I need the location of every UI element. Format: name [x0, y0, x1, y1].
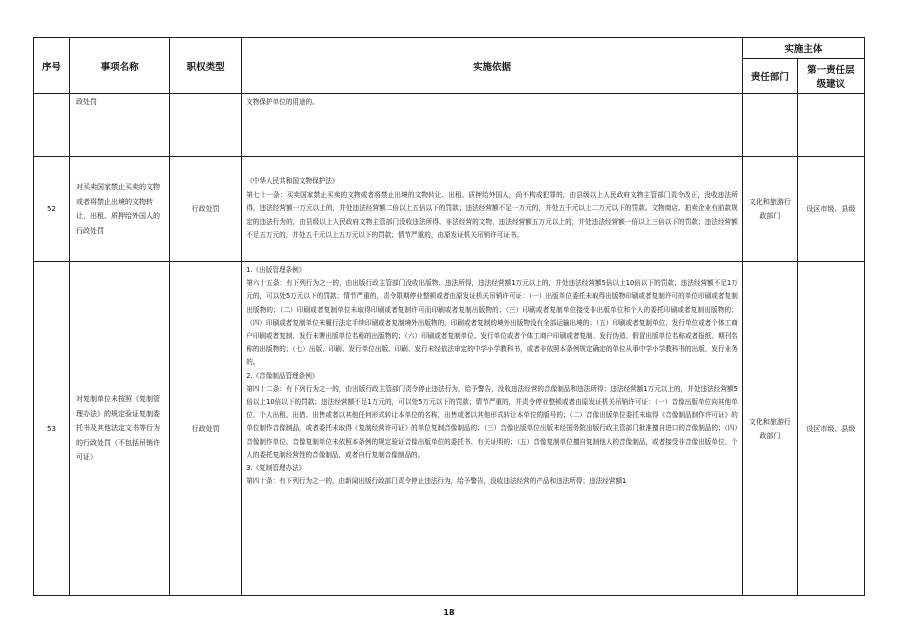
basis-line: 第四十二条：有下列行为之一的，由出版行政主管部门责令停止违法行为，给予警告，没收违法经营的音像制品和违法所得；违法经营额1万元以上的，并处违法经营额5倍以上10倍以下的罚款；违法经营额不足1万元的，可以处5万元以下的罚款；情节严重的，并责令停业整顿或者由原发证机关吊销许可证：（一）音像出版单位向其他单位、个人出租、出借、出售或者以其他任何形式转让本单位的名称，出售或者以其他形式转让本单位的版号的；（二）音像出版单位委托未取得《音像制品制作许可证》的单位制作音像制品，或者委托未取得《复制经营许可证》的单位复制音像制品的；（三）音像出版单位出版未经国务院出版行政主管部门批准擅自进口的音像制品的；（四）音像制作单位、音像复制单位未依照本条例的规定验证音像出版单位的委托书、有关证明的；（五）音像复制单位擅自复制他人的音像制品，或者接受非音像出版单位、个人的委托复制经营性的音像制品，或者自行复制音像制品的。 [246, 384, 738, 459]
row-name: 政处罚 [70, 94, 170, 157]
basis-line: 2.《音像制品管理条例》 [246, 371, 319, 380]
row-dept: 文化和旅游行政部门 [742, 157, 797, 262]
header-level [797, 59, 864, 94]
basis-line: 1.《出版管理条例》 [246, 266, 306, 274]
basis-line: 3.《复制管理办法》 [246, 464, 306, 473]
header-subject: 实施主体 [742, 38, 864, 59]
row-seq: 52 [34, 157, 70, 262]
header-name: 事项名称 [70, 38, 170, 94]
row-seq: 53 [34, 262, 70, 596]
header-level-line-1: 第一责任层 [807, 65, 855, 76]
row-type [170, 94, 242, 157]
header-seq: 序号 [34, 38, 70, 94]
basis-line: 第四十条：有下列行为之一的，由新闻出版行政部门责令停止违法行为，给予警告，没收违法经营的产品和违法所得；违法经营额1 [246, 477, 627, 486]
row-name: 对复制单位未按照《复制管理办法》的规定验证复制委托书及其他法定文书等行为的行政处罚（不包括吊销许可证） [70, 262, 170, 596]
basis-line: 《中华人民共和国文物保护法》 [246, 177, 339, 186]
page-number: 18 [443, 608, 455, 617]
table-row [34, 94, 865, 157]
row-level: 设区市级、县级 [797, 157, 864, 262]
table-row [34, 157, 865, 262]
basis-line: 第六十五条：有下列行为之一的，由出版行政主管部门没收出版物、违法所得，违法经营额1万元以上的，并处违法经营额5倍以上10倍以下的罚款；违法经营额不足1万元的，可以处5万元以下的罚款；情节严重的，责令限期停业整顿或者由原发证机关吊销许可证：（一）出版单位委托未取得出版物印刷或者复制许可的单位印刷或者复制出版物的；（二）印刷或者复制单位未取得印刷或者复制许可而印刷或者复制出版物的；（三）印刷或者复制单位接受非出版单位和个人的委托印刷或者复制出版物的；（四）印刷或者复制单位未履行法定手续印刷或者复制境外出版物的，印刷或者复制的境外出版物没有全部运输出境的；（五）印刷或者复制单位、发行单位或者个体工商户印刷或者复制、发行未署出版单位名称的出版物的；（六）印刷或者复制单位、发行单位或者个体工商户印刷或者复制、发行伪造、假冒出版单位名称或者报纸、期刊名称的出版物的；（七）出版、印刷、发行单位出版、印刷、发行未经依法审定的中学小学教科书，或者非依照本条例规定确定的单位从事中学小学教科书的出版、发行业务的。 [246, 279, 738, 367]
row-basis [242, 94, 743, 157]
row-seq [34, 94, 70, 157]
row-name: 对买卖国家禁止买卖的文物或者将禁止出境的文物转让、出租、质押给外国人的行政处罚 [70, 157, 170, 262]
enforcement-items-table [33, 37, 865, 596]
basis-line: 文物保护单位的用途的。 [246, 98, 319, 106]
header-dept: 责任部门 [742, 59, 797, 94]
row-type: 行政处罚 [170, 157, 242, 262]
header-level-line-2: 级建议 [816, 79, 846, 90]
table-row [34, 262, 865, 596]
header-basis: 实施依据 [242, 38, 743, 94]
row-level [797, 94, 864, 157]
row-basis [242, 157, 743, 262]
row-basis [242, 262, 743, 596]
header-type: 职权类型 [170, 38, 242, 94]
row-dept: 文化和旅游行政部门 [742, 262, 797, 596]
row-dept [742, 94, 797, 157]
row-type: 行政处罚 [170, 262, 242, 596]
basis-line: 第七十一条：买卖国家禁止买卖的文物或者将禁止出境的文物转让、出租、质押给外国人，尚不构成犯罪的，由县级以上人民政府文物主管部门责令改正，没收违法所得，违法经营额一万元以上的，并处违法经营额二倍以上五倍以下的罚款；违法经营额不足一万元的，并处五千元以上二万元以下的罚款。文物商店、拍卖企业有前款规定的违法行为的，由县级以上人民政府文物主管部门没收违法所得、非法经营的文物，违法经营额五万元以上的，并处违法经营额一倍以上三倍以下的罚款；违法经营额不足五万元的，并处五千元以上五万元以下的罚款；情节严重的，由原发证机关吊销许可证书。 [246, 190, 738, 240]
row-level: 设区市级、县级 [797, 262, 864, 596]
